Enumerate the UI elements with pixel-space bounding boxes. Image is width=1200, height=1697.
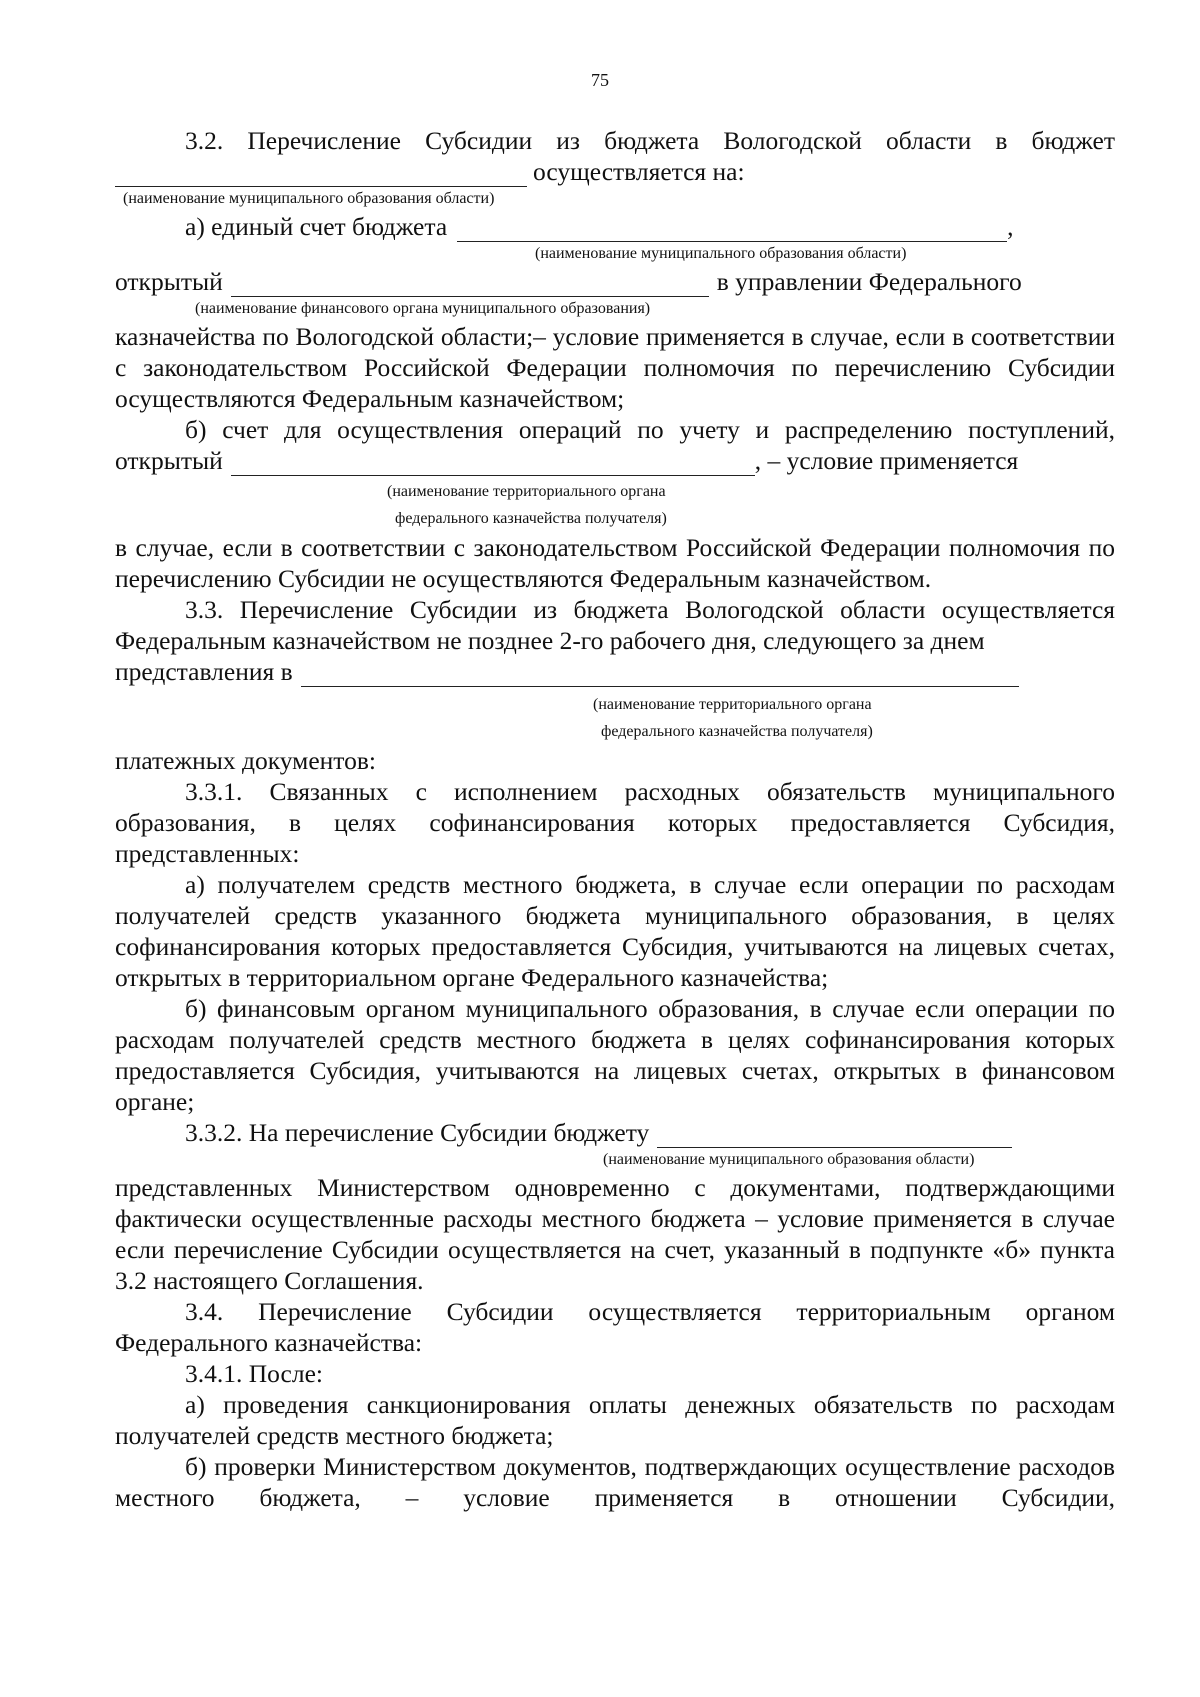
item-b-tail: , – условие применяется xyxy=(754,446,1019,475)
section-3-4-1-b: б) проверки Министерством документов, подтверждающих осуществление расходов местного бюджета, – условие применяется в отношении Субсидии, xyxy=(115,1452,1115,1512)
section-3-3-2-label: 3.3.2. На перечисление Субсидии бюджету xyxy=(185,1118,650,1147)
item-b-opened-label: открытый xyxy=(115,446,223,475)
representation-line xyxy=(115,656,1115,687)
caption-fin-org: (наименование финансового органа муниципального образования) xyxy=(195,300,651,317)
budget-blank xyxy=(657,1123,1012,1148)
single-account-blank xyxy=(457,217,1007,242)
item-a-line xyxy=(115,211,1115,242)
territorial-organ-blank xyxy=(231,451,755,476)
caption-item-a: (наименование муниципального образования области) xyxy=(535,245,907,262)
page-number: 75 xyxy=(591,70,609,90)
section-3-3-2-text: представленных Министерством одновременно с документами, подтверждающими фактически осуществленные расходы местного бюджета – условие применяется в случае если перечисление Субсидии осуществляется на счет, указанный в подпункте «б» пункта 3.2 настоящего Соглашения. xyxy=(115,1173,1115,1295)
section-3-2-tail: осуществляется на: xyxy=(533,157,745,186)
item-a-comma: , xyxy=(1007,212,1014,241)
in-federal-text: в управлении Федерального xyxy=(716,267,1022,296)
payment-docs: платежных документов: xyxy=(115,746,376,775)
item-b-continuation: в случае, если в соответствии с законодательством Российской Федерации полномочия по перечислению Субсидии не осуществляются Федеральным казначейством. xyxy=(115,533,1115,593)
item-b-opened-line xyxy=(115,445,1115,476)
section-3-3-1-a: а) получателем средств местного бюджета, в случае если операции по расходам получателей средств указанного бюджета муниципального образования, в целях софинансирования которых предоставляется Субсидия, учитываются на лицевых счетах, открытых в территориальном органе Федерального казначейства; xyxy=(115,870,1115,992)
section-3-3-text: 3.3. Перечисление Субсидии из бюджета Вологодской области осуществляется Федеральным казначейством не позднее 2-го рабочего дня, следующего за днем xyxy=(115,595,1115,655)
document-body xyxy=(115,125,1115,1513)
opened-label: открытый xyxy=(115,267,223,296)
section-3-3-2-line xyxy=(115,1117,1115,1148)
caption-municipality: (наименование муниципального образования области) xyxy=(123,190,495,207)
caption-territorial-2: федерального казначейства получателя) xyxy=(395,510,667,527)
section-3-2-lead: 3.2. Перечисление Субсидии из бюджета Вологодской области в бюджет xyxy=(185,126,1115,155)
representation-label: представления в xyxy=(115,657,293,686)
caption-territorial-1: (наименование территориального органа xyxy=(387,483,666,500)
fin-org-blank xyxy=(231,272,709,297)
section-3-4: 3.4. Перечисление Субсидии осуществляется территориальным органом Федерального казначейства: xyxy=(115,1297,1115,1357)
municipality-blank xyxy=(115,162,527,187)
item-a-text: казначейства по Вологодской области;– условие применяется в случае, если в соответствии с законодательством Российской Федерации полномочия по перечислению Субсидии осуществляются Федеральным казначейством; xyxy=(115,322,1115,413)
opened-line xyxy=(115,266,1115,297)
section-3-4-1-a: а) проведения санкционирования оплаты денежных обязательств по расходам получателей средств местного бюджета; xyxy=(115,1390,1115,1450)
section-3-4-1: 3.4.1. После: xyxy=(185,1359,323,1388)
caption-repr-1: (наименование территориального органа xyxy=(593,696,872,713)
representation-blank xyxy=(301,662,1019,687)
section-3-3-1: 3.3.1. Связанных с исполнением расходных обязательств муниципального образования, в целях софинансирования которых предоставляется Субсидия, представленных: xyxy=(115,777,1115,868)
section-3-2-blank-line xyxy=(115,156,1115,187)
section-3-3-1-b: б) финансовым органом муниципального образования, в случае если операции по расходам получателей средств местного бюджета в целях софинансирования которых предоставляется Субсидия, учитываются на лицевых счетах, открытых в финансовом органе; xyxy=(115,994,1115,1116)
item-a-label: а) единый счет бюджета xyxy=(185,212,448,241)
caption-3-3-2: (наименование муниципального образования области) xyxy=(603,1151,975,1168)
caption-repr-2: федерального казначейства получателя) xyxy=(601,723,873,740)
item-b-text: б) счет для осуществления операций по учету и распределению поступлений, xyxy=(185,415,1115,444)
